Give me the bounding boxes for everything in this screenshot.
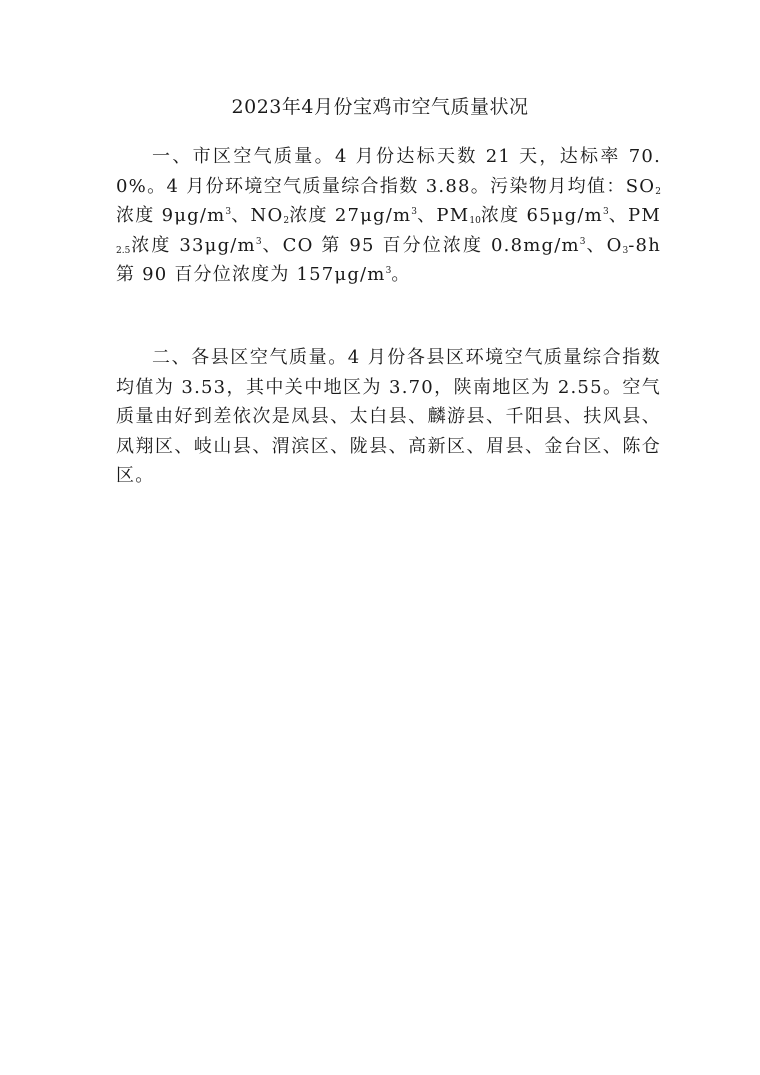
pm25-value: 浓度 33μg/m: [130, 234, 256, 256]
o3-subscript: 3: [622, 245, 629, 256]
section-county-air-quality: 二、各县区空气质量。4 月份各县区环境空气质量综合指数均值为 3.53，其中关中地区为 3.70，陕南地区为 2.55。空气质量由好到差依次是凤县、太白县、麟游县、千阳县、扶风县、凤翔区、岐山县、渭滨区、陇县、高新区、眉县、金台区、陈仓区。: [116, 347, 661, 486]
so2-value: 浓度 9μg/m: [116, 205, 226, 226]
o3-label: 、O: [585, 234, 623, 256]
section-city-air-quality: [116, 142, 661, 290]
section1-end: 。: [391, 264, 411, 285]
co-value: 、CO 第 95 百分位浓度 0.8mg/m: [261, 234, 580, 256]
document-title: 2023年4月份宝鸡市空气质量状况: [231, 96, 529, 118]
no2-value: 浓度 27μg/m: [289, 205, 412, 226]
unit-superscript: 3: [225, 207, 232, 217]
so2-label: SO: [625, 175, 656, 197]
pm10-value: 浓度 65μg/m: [480, 205, 603, 226]
pm25-label: 、PM: [608, 205, 662, 226]
no2-subscript: 2: [283, 216, 290, 226]
pm25-subscript: 2.5: [116, 245, 131, 256]
unit-superscript: 3: [602, 207, 609, 217]
no2-label: 、NO: [231, 205, 284, 226]
so2-subscript: 2: [655, 186, 661, 197]
unit-superscript: 3: [255, 236, 262, 247]
pm10-label: 、PM: [417, 205, 470, 226]
section1-text-1: 一、市区空气质量。4 月份达标天数 21 天，达标率 70.0%。4 月份环境空气质量综合指数 3.88。污染物月均值：: [116, 146, 661, 197]
unit-superscript: 3: [385, 266, 392, 276]
unit-superscript: 3: [411, 207, 418, 217]
o3-value: -8h 第 90 百分位浓度为 157μg/m: [116, 234, 661, 285]
unit-superscript: 3: [579, 236, 586, 247]
pm10-subscript: 10: [469, 216, 481, 226]
